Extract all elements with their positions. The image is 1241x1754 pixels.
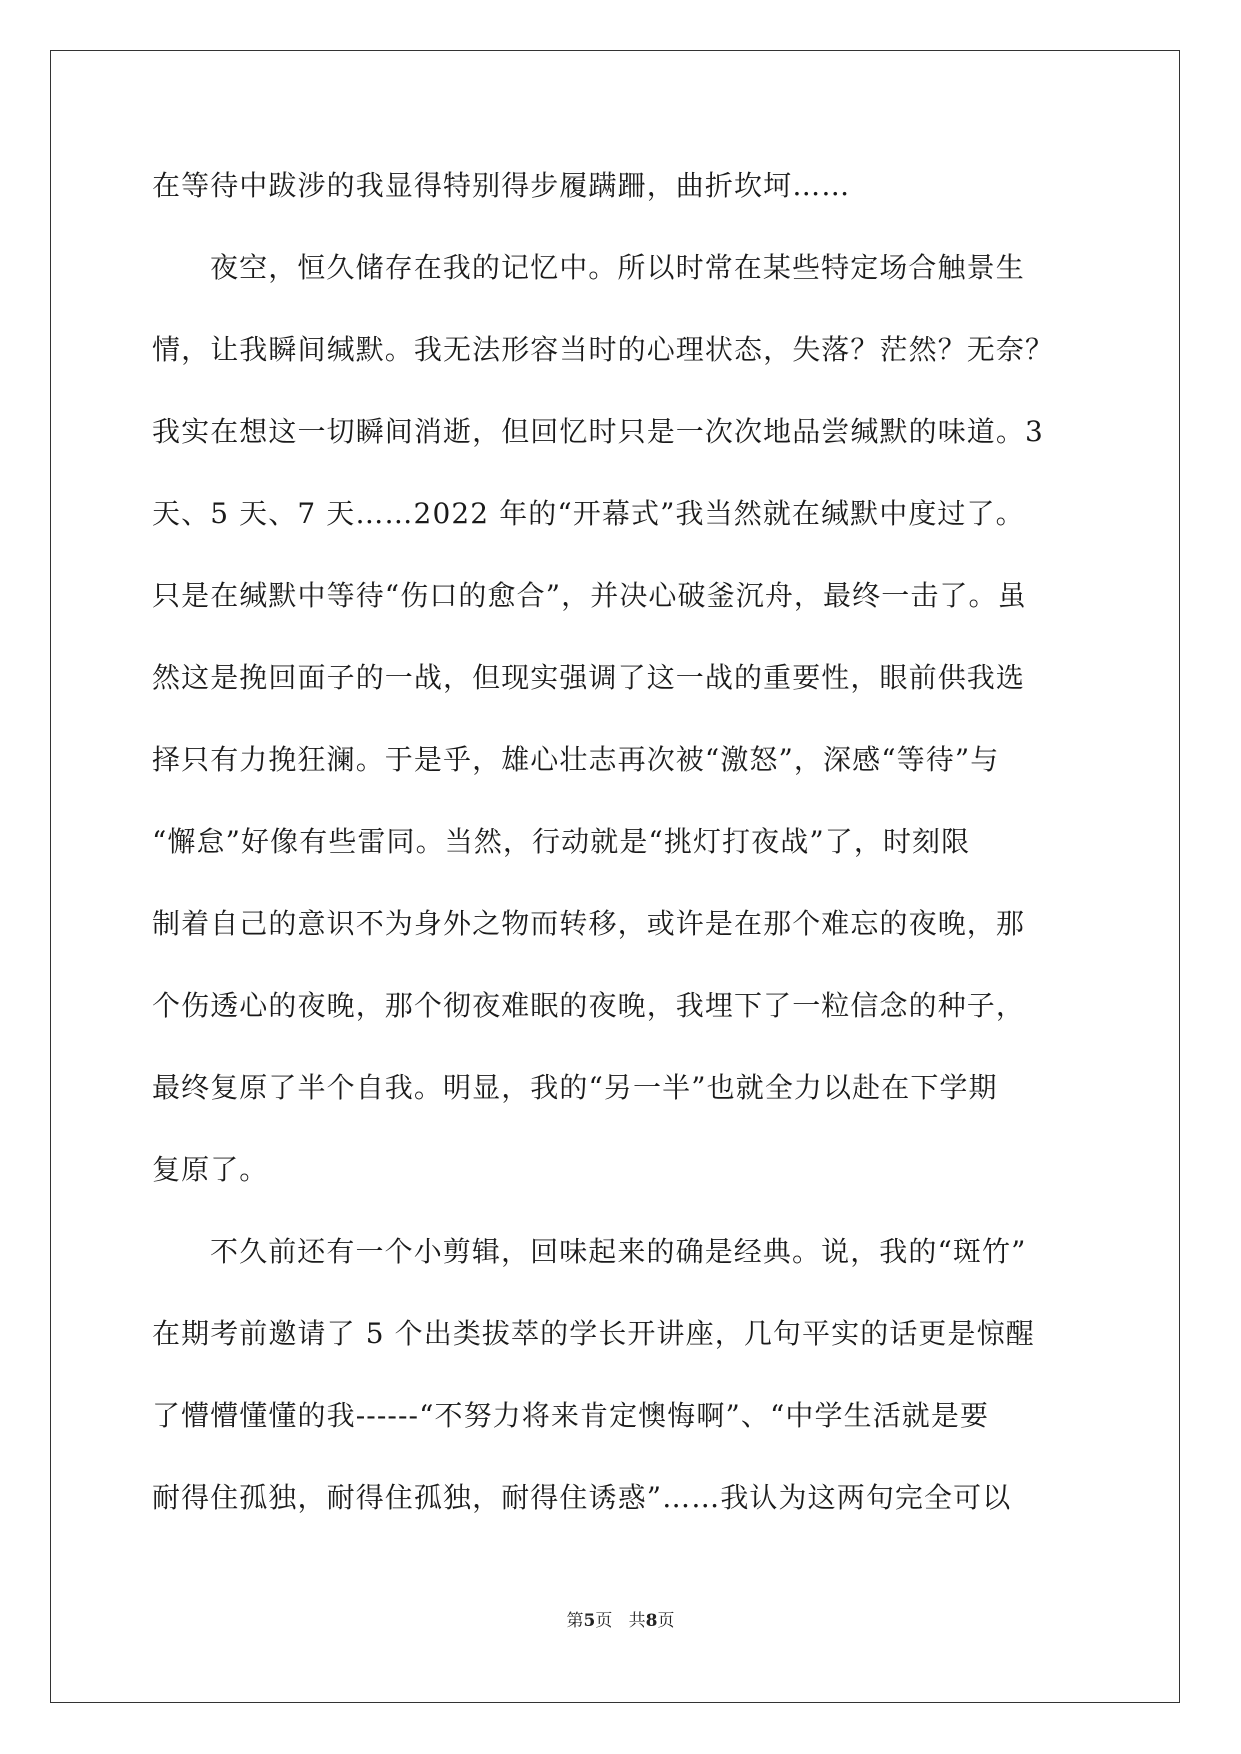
footer-prefix: 第 [566, 1611, 584, 1631]
total-page-number: 8 [645, 1611, 658, 1631]
document-body [152, 160, 1082, 1554]
footer-suffix: 页 [657, 1611, 675, 1631]
text-line: 我实在想这一切瞬间消逝，但回忆时只是一次次地品尝缄默的味道。3 [152, 415, 1044, 448]
page-footer [0, 1606, 1241, 1631]
footer-middle: 页 共 [595, 1611, 646, 1631]
text-line: 最终复原了半个自我。明显，我的“另一半”也就全力以赴在下学期 [152, 1071, 998, 1104]
text-line: 在等待中跋涉的我显得特别得步履蹒跚，曲折坎坷…… [152, 169, 851, 202]
text-line: 耐得住孤独，耐得住孤独，耐得住诱惑”……我认为这两句完全可以 [152, 1481, 1012, 1514]
text-line: “懈怠”好像有些雷同。当然，行动就是“挑灯打夜战”了，时刻限 [152, 825, 971, 858]
text-line: 择只有力挽狂澜。于是乎，雄心壮志再次被“激怒”，深感“等待”与 [152, 743, 1000, 776]
text-line: 在期考前邀请了 5 个出类拔萃的学长开讲座，几句平实的话更是惊醒 [152, 1317, 1035, 1350]
text-line: 天、5 天、7 天……2022 年的“开幕式”我当然就在缄默中度过了。 [152, 497, 1025, 530]
text-line: 个伤透心的夜晚，那个彻夜难眠的夜晚，我埋下了一粒信念的种子， [152, 989, 1026, 1022]
current-page-number: 5 [583, 1611, 596, 1631]
text-line: 制着自己的意识不为身外之物而转移，或许是在那个难忘的夜晚，那 [152, 907, 1026, 940]
text-line: 夜空，恒久储存在我的记忆中。所以时常在某些特定场合触景生 [210, 251, 1025, 284]
text-line: 了懵懵懂懂的我------“不努力将来肯定懊悔啊”、“中学生活就是要 [152, 1399, 990, 1432]
text-line: 只是在缄默中等待“伤口的愈合”，并决心破釜沉舟，最终一击了。虽 [152, 579, 1027, 612]
text-line: 复原了。 [152, 1153, 269, 1186]
text-line: 情，让我瞬间缄默。我无法形容当时的心理状态，失落？茫然？无奈？ [152, 333, 1055, 366]
text-line: 然这是挽回面子的一战，但现实强调了这一战的重要性，眼前供我选 [152, 661, 1026, 694]
text-line: 不久前还有一个小剪辑，回味起来的确是经典。说，我的“斑竹” [210, 1235, 1027, 1268]
